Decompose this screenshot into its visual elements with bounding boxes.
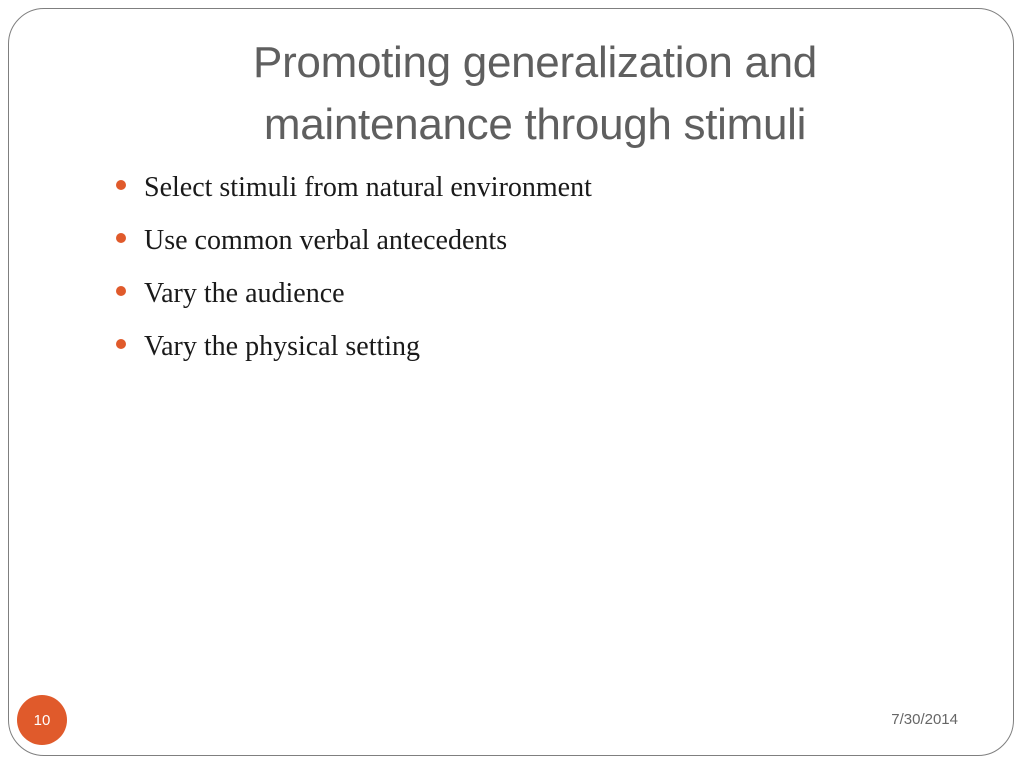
filled-circle-bullet-icon: [116, 286, 126, 296]
filled-circle-bullet-icon: [116, 233, 126, 243]
bullet-item: [116, 323, 936, 376]
filled-circle-bullet-icon: [116, 180, 126, 190]
bullet-item: [116, 164, 936, 217]
slide-number-badge: 10: [17, 695, 67, 745]
bullet-text: Vary the physical setting: [144, 331, 421, 362]
bullet-item: [116, 217, 936, 270]
bullet-item: [116, 270, 936, 323]
slide-title: Promoting generalization and maintenance through stimuli: [253, 38, 817, 149]
filled-circle-bullet-icon: [116, 339, 126, 349]
bullet-text: Select stimuli from natural environment: [144, 172, 592, 203]
bullet-text: Use common verbal antecedents: [144, 225, 508, 256]
bullet-list: [116, 164, 936, 376]
slide-date: 7/30/2014: [891, 711, 958, 728]
bullet-text: Vary the audience: [144, 278, 345, 309]
